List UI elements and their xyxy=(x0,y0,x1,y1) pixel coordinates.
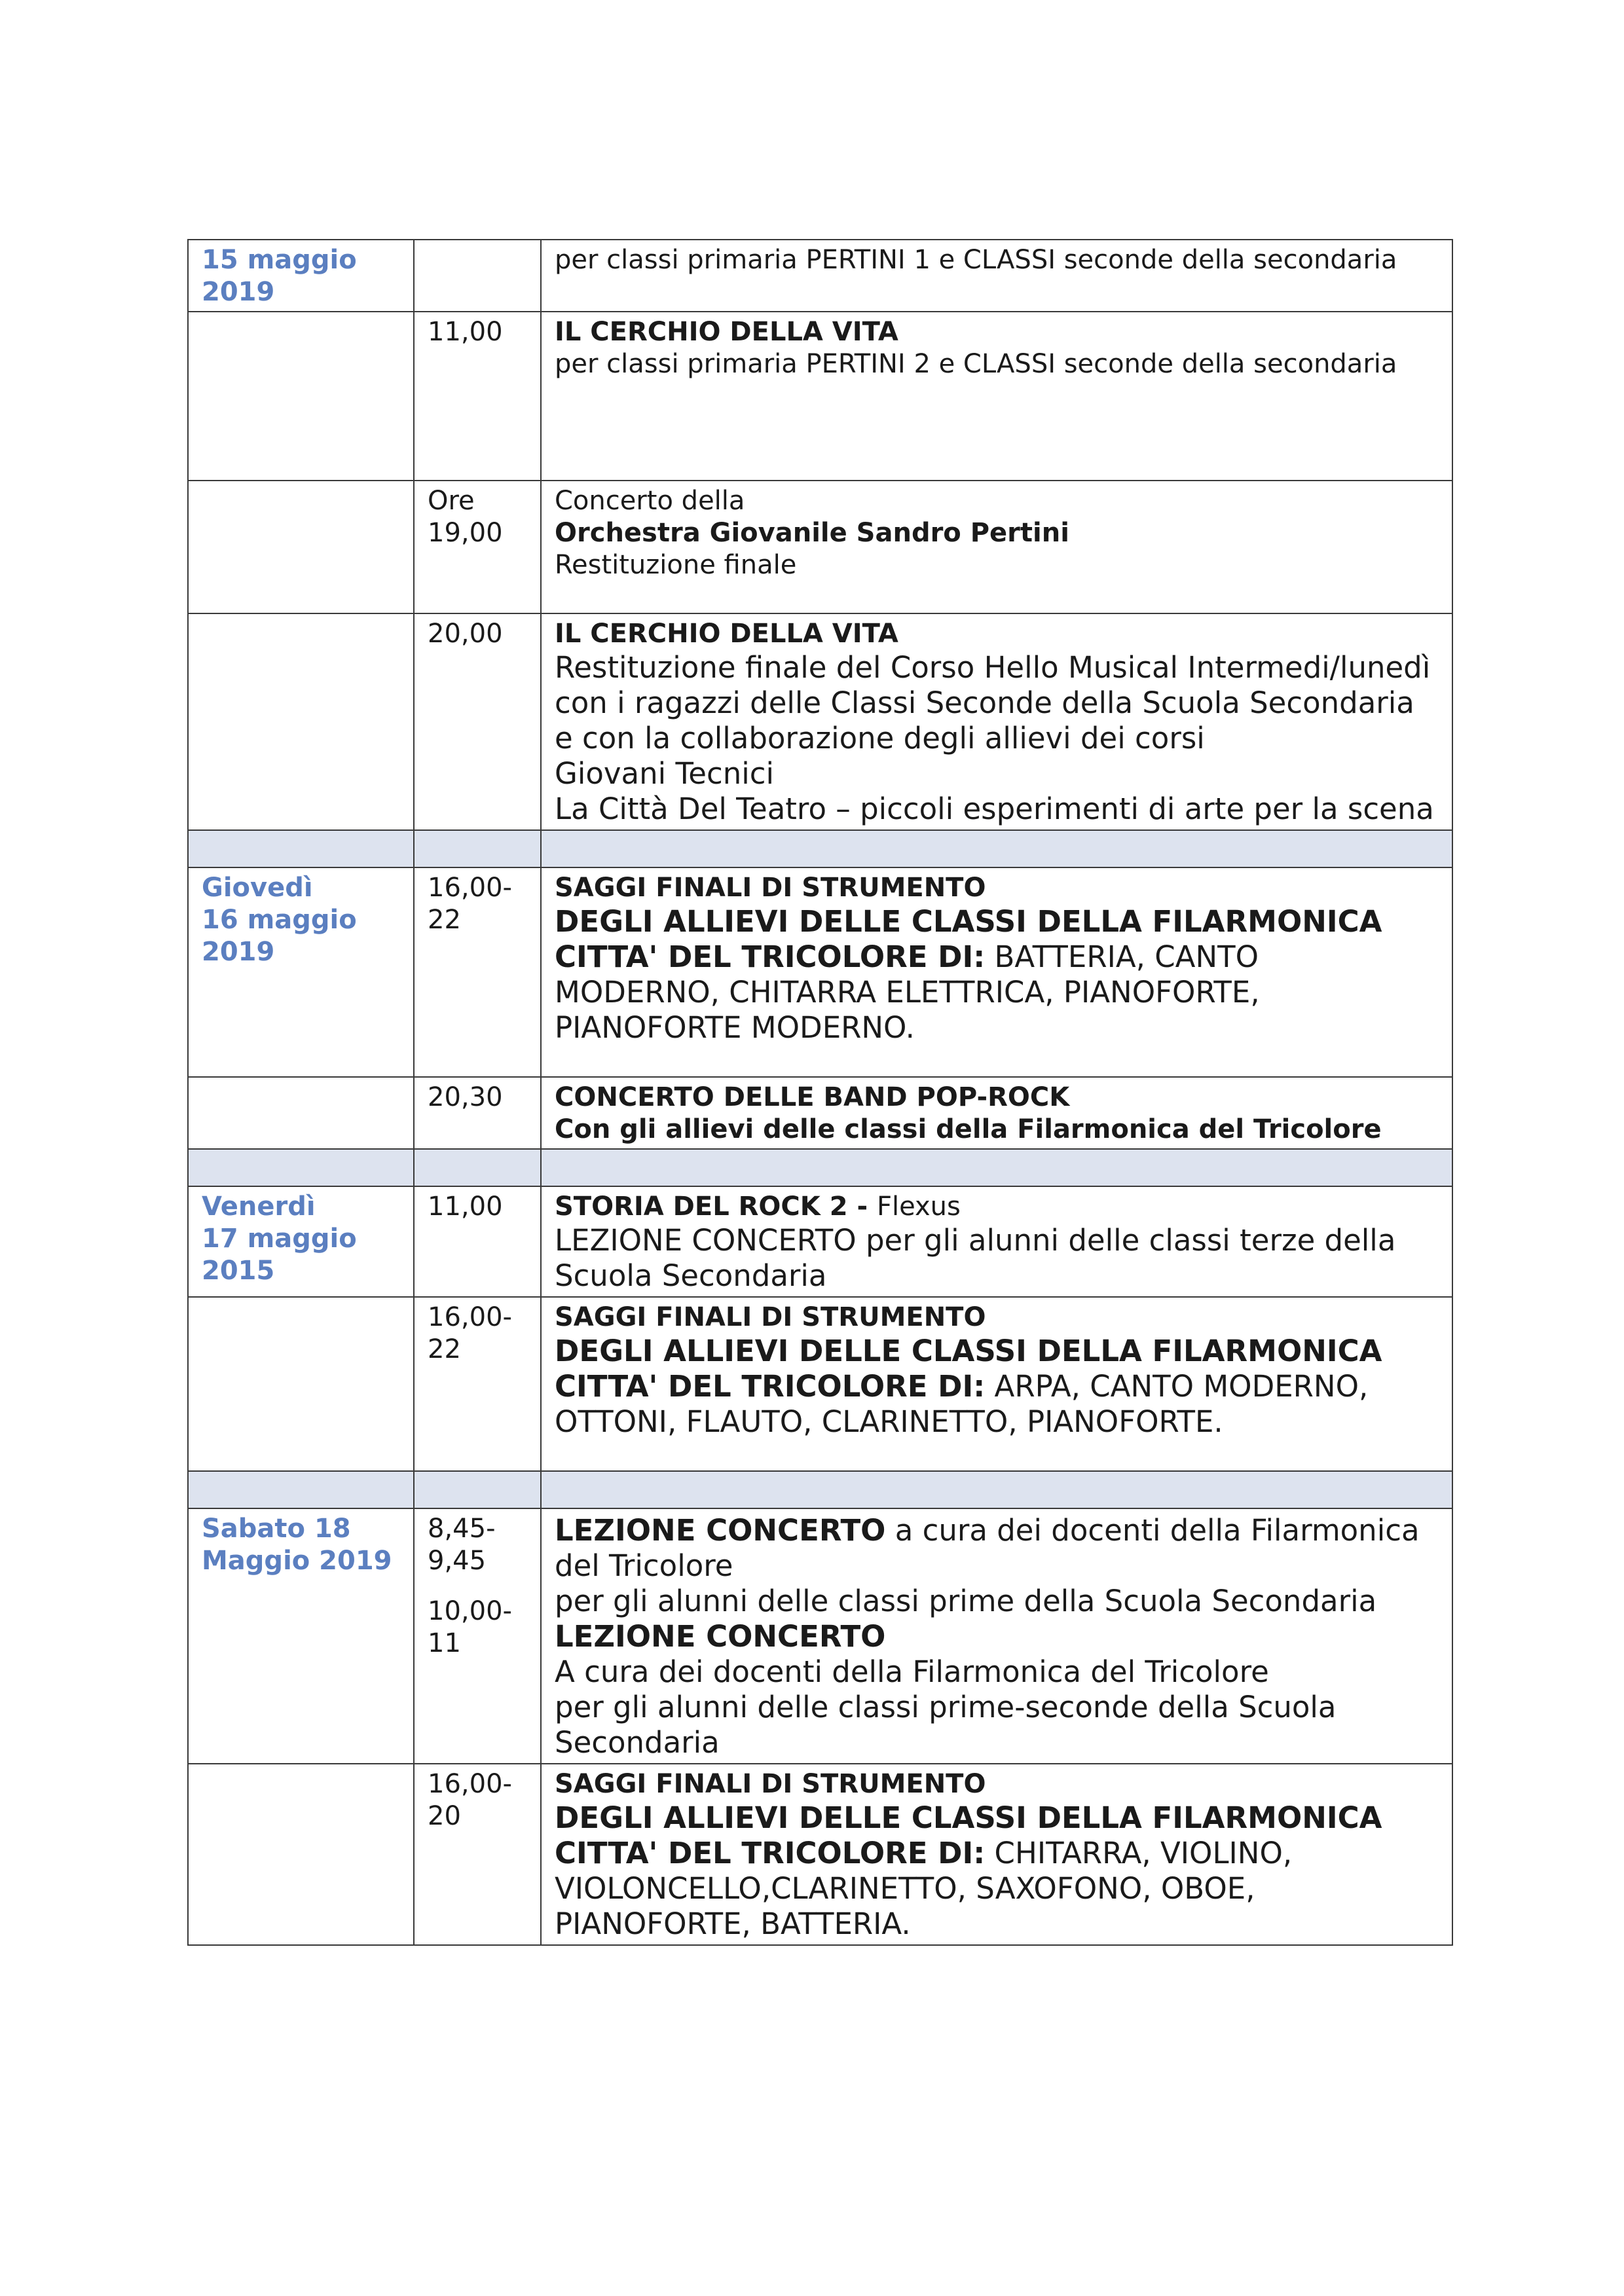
time-line: 16,00- xyxy=(428,873,512,903)
description-fragment: CHITARRA, VIOLINO, xyxy=(985,1836,1293,1870)
time-line: 22 xyxy=(428,1334,461,1364)
time-cell xyxy=(414,867,541,1077)
description-cell xyxy=(541,1077,1452,1149)
description-line: Secondaria xyxy=(555,1725,720,1760)
description-line: LEZIONE CONCERTO per gli alunni delle classi terze della xyxy=(555,1223,1396,1258)
description-line: Con gli allievi delle classi della Filarmonica del Tricolore xyxy=(555,1114,1382,1144)
description-cell xyxy=(541,1764,1452,1945)
time-line: 16,00- xyxy=(428,1769,512,1799)
date-cell xyxy=(188,1297,414,1471)
time-cell xyxy=(414,1297,541,1471)
date-cell xyxy=(188,867,414,1077)
description-cell xyxy=(541,240,1452,312)
schedule-row xyxy=(188,613,1452,830)
time-line: 11,00 xyxy=(428,317,503,347)
separator-cell xyxy=(541,830,1452,867)
date-cell xyxy=(188,1186,414,1297)
description-line: DEGLI ALLIEVI DELLE CLASSI DELLA FILARMONICA xyxy=(555,1800,1382,1835)
description-line: SAGGI FINALI DI STRUMENTO xyxy=(555,1302,986,1332)
description-line: con i ragazzi delle Classi Seconde della Scuola Secondaria xyxy=(555,685,1414,720)
description-line: per gli alunni delle classi prime della Scuola Secondaria xyxy=(555,1584,1377,1618)
description-line: per classi primaria PERTINI 2 e CLASSI seconde della secondaria xyxy=(555,349,1397,379)
description-line: per classi primaria PERTINI 1 e CLASSI seconde della secondaria xyxy=(555,245,1397,275)
time-line: 11,00 xyxy=(428,1192,503,1222)
schedule-row xyxy=(188,1508,1452,1764)
description-cell xyxy=(541,312,1452,481)
description-line: SAGGI FINALI DI STRUMENTO xyxy=(555,1769,986,1799)
description-line: Concerto della xyxy=(555,486,745,516)
description-line: IL CERCHIO DELLA VITA xyxy=(555,317,898,347)
schedule-body xyxy=(188,240,1452,1945)
description-cell xyxy=(541,1508,1452,1764)
separator-cell xyxy=(188,830,414,867)
date-cell xyxy=(188,312,414,481)
time-line: 20,30 xyxy=(428,1082,503,1112)
description-line: Giovani Tecnici xyxy=(555,756,774,791)
description-fragment: CITTA' DEL TRICOLORE DI: xyxy=(555,1836,986,1870)
date-cell xyxy=(188,1764,414,1945)
description-fragment: STORIA DEL ROCK 2 - xyxy=(555,1192,877,1222)
description-line xyxy=(555,1369,1439,1404)
description-line xyxy=(555,939,1439,975)
description-line: A cura dei docenti della Filarmonica del Tricolore xyxy=(555,1654,1269,1689)
description-line: del Tricolore xyxy=(555,1548,733,1583)
description-fragment: a cura dei docenti della Filarmonica xyxy=(885,1513,1420,1548)
description-line: SAGGI FINALI DI STRUMENTO xyxy=(555,873,986,903)
date-line: 2019 xyxy=(202,937,275,967)
description-fragment: BATTERIA, CANTO xyxy=(985,939,1259,974)
description-fragment: ARPA, CANTO MODERNO, xyxy=(985,1369,1369,1404)
separator-cell xyxy=(414,1471,541,1508)
schedule-row xyxy=(188,867,1452,1077)
description-line: LEZIONE CONCERTO xyxy=(555,1619,886,1654)
description-line xyxy=(555,1513,1439,1548)
separator-row xyxy=(188,1149,1452,1186)
description-line: MODERNO, CHITARRA ELETTRICA, PIANOFORTE, xyxy=(555,975,1260,1010)
time-line: 20 xyxy=(428,1801,461,1831)
separator-cell xyxy=(188,1149,414,1186)
date-line: Sabato 18 xyxy=(202,1514,351,1544)
description-fragment: LEZIONE CONCERTO xyxy=(555,1513,886,1548)
schedule-row xyxy=(188,240,1452,312)
date-line: 16 maggio xyxy=(202,905,357,935)
description-line: per gli alunni delle classi prime-seconde della Scuola xyxy=(555,1690,1337,1724)
time-line: 20,00 xyxy=(428,619,503,649)
schedule-table xyxy=(187,239,1453,1946)
separator-cell xyxy=(541,1471,1452,1508)
description-line: La Città Del Teatro – piccoli esperimenti di arte per la scena xyxy=(555,792,1434,826)
separator-cell xyxy=(414,830,541,867)
time-cell xyxy=(414,1077,541,1149)
date-line: Venerdì xyxy=(202,1192,316,1222)
time-cell xyxy=(414,312,541,481)
time-line: 22 xyxy=(428,905,461,935)
time-line: 9,45 xyxy=(428,1546,487,1576)
separator-cell xyxy=(414,1149,541,1186)
description-cell xyxy=(541,867,1452,1077)
description-line: PIANOFORTE, BATTERIA. xyxy=(555,1906,911,1941)
description-line xyxy=(555,1836,1439,1871)
time-cell xyxy=(414,481,541,613)
time-cell xyxy=(414,613,541,830)
time-line: 11 xyxy=(428,1628,461,1658)
time-cell xyxy=(414,1508,541,1764)
separator-row xyxy=(188,1471,1452,1508)
date-cell xyxy=(188,240,414,312)
separator-cell xyxy=(188,1471,414,1508)
time-gap xyxy=(428,1577,527,1595)
description-line: PIANOFORTE MODERNO. xyxy=(555,1010,915,1045)
description-line: OTTONI, FLAUTO, CLARINETTO, PIANOFORTE. xyxy=(555,1404,1223,1439)
schedule-row xyxy=(188,481,1452,613)
description-fragment: CITTA' DEL TRICOLORE DI: xyxy=(555,1369,986,1404)
schedule-row xyxy=(188,1186,1452,1297)
time-cell xyxy=(414,240,541,312)
description-cell xyxy=(541,1297,1452,1471)
date-cell xyxy=(188,481,414,613)
date-line: Maggio 2019 xyxy=(202,1546,392,1576)
separator-cell xyxy=(541,1149,1452,1186)
description-line: Scuola Secondaria xyxy=(555,1258,827,1293)
description-line: DEGLI ALLIEVI DELLE CLASSI DELLA FILARMONICA xyxy=(555,1334,1382,1368)
schedule-row xyxy=(188,1077,1452,1149)
time-line: Ore xyxy=(428,486,475,516)
date-cell xyxy=(188,1077,414,1149)
time-line: 10,00- xyxy=(428,1596,512,1626)
time-line: 19,00 xyxy=(428,518,503,548)
date-line: 2015 xyxy=(202,1256,275,1286)
description-line: VIOLONCELLO,CLARINETTO, SAXOFONO, OBOE, xyxy=(555,1871,1255,1906)
description-cell xyxy=(541,613,1452,830)
schedule-row xyxy=(188,312,1452,481)
time-cell xyxy=(414,1186,541,1297)
description-line: Orchestra Giovanile Sandro Pertini xyxy=(555,518,1069,548)
date-line: Giovedì xyxy=(202,873,313,903)
description-line: IL CERCHIO DELLA VITA xyxy=(555,619,898,649)
schedule-row xyxy=(188,1764,1452,1945)
time-cell xyxy=(414,1764,541,1945)
description-cell xyxy=(541,481,1452,613)
description-line: DEGLI ALLIEVI DELLE CLASSI DELLA FILARMONICA xyxy=(555,904,1382,939)
date-cell xyxy=(188,1508,414,1764)
description-fragment: Flexus xyxy=(876,1192,961,1222)
time-line: 16,00- xyxy=(428,1302,512,1332)
date-cell xyxy=(188,613,414,830)
description-line: CONCERTO DELLE BAND POP-ROCK xyxy=(555,1082,1070,1112)
date-line: 17 maggio xyxy=(202,1224,357,1254)
description-fragment: CITTA' DEL TRICOLORE DI: xyxy=(555,939,986,974)
time-line: 8,45- xyxy=(428,1514,496,1544)
separator-row xyxy=(188,830,1452,867)
description-line xyxy=(555,1191,1439,1223)
schedule-row xyxy=(188,1297,1452,1471)
description-line: e con la collaborazione degli allievi dei corsi xyxy=(555,721,1205,756)
date-line: 2019 xyxy=(202,277,275,307)
date-line: 15 maggio xyxy=(202,245,357,275)
description-line: Restituzione finale xyxy=(555,550,797,580)
description-line: Restituzione finale del Corso Hello Musical Intermedi/lunedì xyxy=(555,650,1431,685)
description-cell xyxy=(541,1186,1452,1297)
